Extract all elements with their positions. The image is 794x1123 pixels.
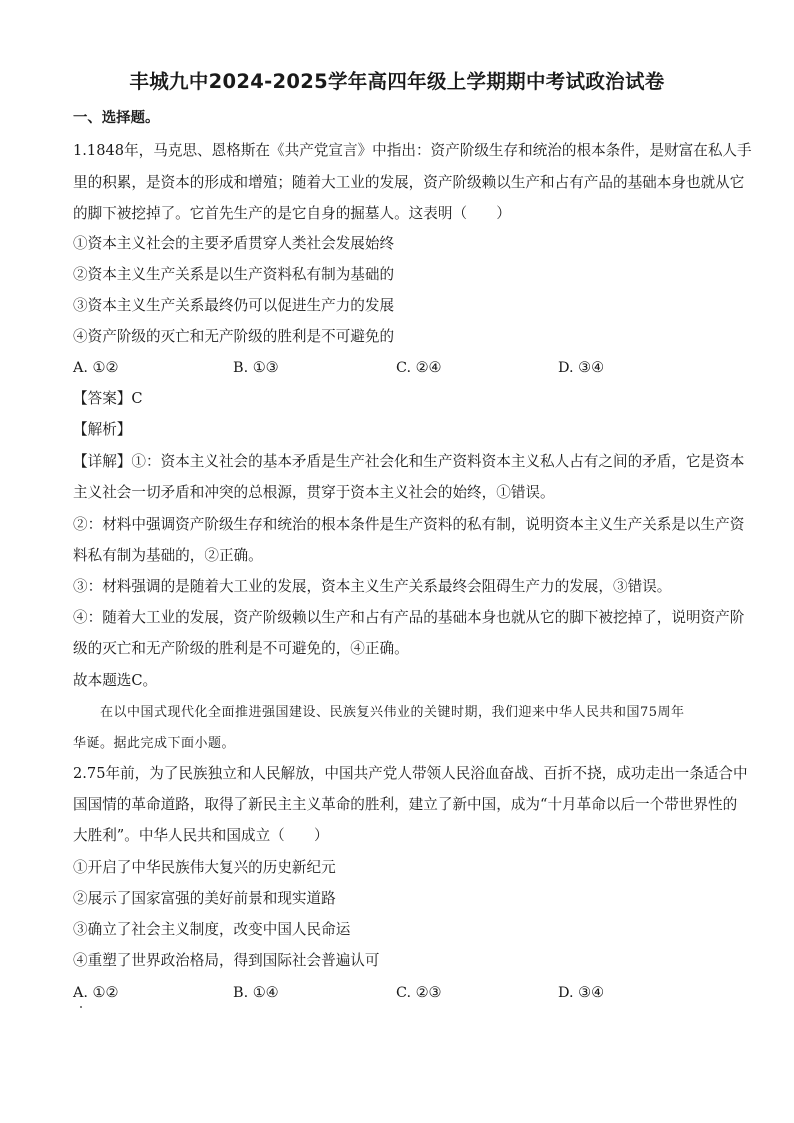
stray-mark xyxy=(80,1006,82,1008)
q1-detail-line: 【详解】①：资本主义社会的基本矛盾是生产社会化和生产资料资本主义私人占有之间的矛盾，它是资本 xyxy=(73,453,745,470)
q1-item: ②资本主义生产关系是以生产资料私有制为基础的 xyxy=(73,266,395,283)
q1-option-b: B. ①③ xyxy=(233,360,279,376)
q1-item: ④资产阶级的灭亡和无产阶级的胜利是不可避免的 xyxy=(73,328,395,345)
q2-option-b: B. ①④ xyxy=(233,985,279,1001)
q1-option-d: D. ③④ xyxy=(558,360,604,376)
q1-detail-line: 料私有制为基础的，②正确。 xyxy=(73,547,263,564)
q1-detail-line: ③：材料强调的是随着大工业的发展，资本主义生产关系最终会阻碍生产力的发展，③错误。 xyxy=(73,578,672,595)
q2-stem-line: 国国情的革命道路，取得了新民主主义革命的胜利，建立了新中国，成为“十月革命以后一个带世界性的 xyxy=(73,796,738,813)
q1-option-c: C. ②④ xyxy=(396,360,442,376)
q1-detail-line: 级的灭亡和无产阶级的胜利是不可避免的，④正确。 xyxy=(73,640,409,657)
q1-item: ①资本主义社会的主要矛盾贯穿人类社会发展始终 xyxy=(73,235,395,252)
q2-option-d: D. ③④ xyxy=(558,985,604,1001)
q1-stem-line: 的脚下被挖掉了。它首先生产的是它自身的掘墓人。这表明（ ） xyxy=(73,205,511,222)
q1-item: ③资本主义生产关系最终仍可以促进生产力的发展 xyxy=(73,297,395,314)
q2-item: ③确立了社会主义制度，改变中国人民命运 xyxy=(73,921,351,938)
q1-detail-line: ④：随着大工业的发展，资产阶级赖以生产和占有产品的基础本身也就从它的脚下被挖掉了，说明资产阶 xyxy=(73,609,745,626)
passage-line: 在以中国式现代化全面推进强国建设、民族复兴伟业的关键时期，我们迎来中华人民共和国75周年 xyxy=(100,705,685,720)
q2-item: ②展示了国家富强的美好前景和现实道路 xyxy=(73,890,336,907)
q1-option-a: A. ①② xyxy=(73,360,119,376)
passage-line: 华诞。据此完成下面小题。 xyxy=(73,736,236,751)
section-heading: 一、选择题。 xyxy=(73,110,160,126)
q1-stem-line: 里的积累，是资本的形成和增殖；随着大工业的发展，资产阶级赖以生产和占有产品的基础本身也就从它 xyxy=(73,174,745,191)
q1-analysis-label: 【解析】 xyxy=(73,421,132,438)
q2-item: ④重塑了世界政治格局，得到国际社会普遍认可 xyxy=(73,952,380,969)
q1-conclusion: 故本题选C。 xyxy=(73,672,158,689)
q1-detail-line: ②：材料中强调资产阶级生存和统治的根本条件是生产资料的私有制，说明资本主义生产关系是以生产资 xyxy=(73,516,745,533)
page-title: 丰城九中2024-2025学年高四年级上学期期中考试政治试卷 xyxy=(129,70,665,93)
q1-stem-line: 1.1848年，马克思、恩格斯在《共产党宣言》中指出：资产阶级生存和统治的根本条件，是财富在私人手 xyxy=(73,142,752,159)
q1-detail-line: 主义社会一切矛盾和冲突的总根源，贯穿于资本主义社会的始终，①错误。 xyxy=(73,484,555,501)
q2-option-a: A. ①② xyxy=(73,985,119,1001)
q1-answer: 【答案】C xyxy=(73,390,143,407)
q2-stem-line: 大胜利”。中华人民共和国成立（ ） xyxy=(73,827,329,844)
q2-option-c: C. ②③ xyxy=(396,985,442,1001)
q2-stem-line: 2.75年前，为了民族独立和人民解放，中国共产党人带领人民浴血奋战、百折不挠，成功走出一条适合中 xyxy=(73,765,748,782)
q2-item: ①开启了中华民族伟大复兴的历史新纪元 xyxy=(73,859,336,876)
